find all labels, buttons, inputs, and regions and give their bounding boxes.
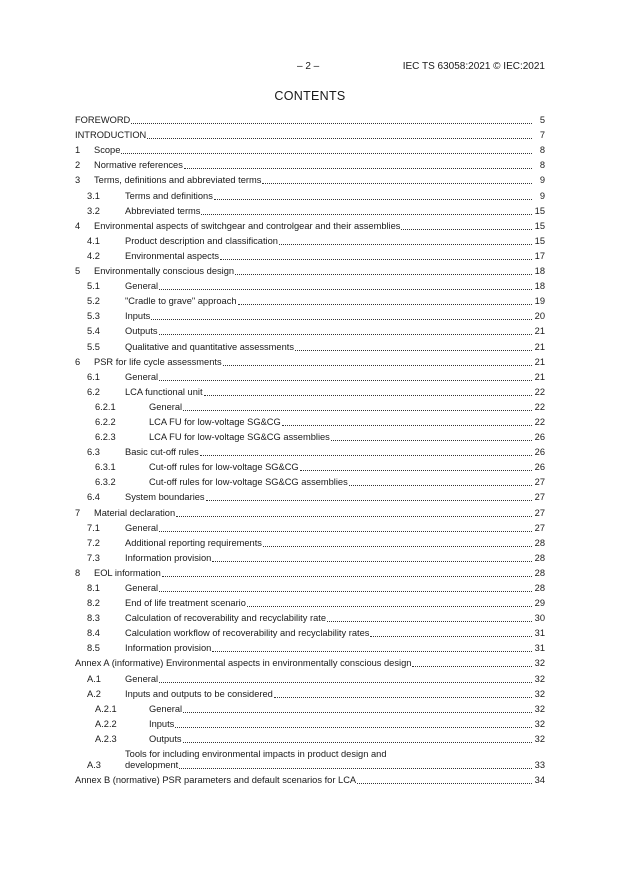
- toc-entry-number: 6.3.1: [95, 462, 116, 473]
- dot-leader: [206, 500, 532, 501]
- toc-entry-number: A.3: [87, 759, 101, 770]
- toc-entry-title: Abbreviated terms: [125, 205, 201, 216]
- toc-entry-number: 5: [75, 266, 81, 277]
- toc-entry[interactable]: [75, 277, 545, 292]
- dot-leader: [349, 485, 532, 486]
- toc-entry-page: 22: [534, 386, 545, 397]
- toc-entry-page: 22: [534, 401, 545, 412]
- page-header: [0, 61, 620, 75]
- toc-entry-number: A.2: [87, 688, 101, 699]
- dot-leader: [220, 259, 532, 260]
- dot-leader: [151, 319, 532, 320]
- toc-entry-number: 3.1: [87, 190, 100, 201]
- toc-entry[interactable]: [75, 594, 545, 609]
- toc-entry-page: 5: [539, 115, 545, 126]
- toc-entry[interactable]: [75, 368, 545, 383]
- toc-entry-title: EOL information: [94, 567, 161, 578]
- toc-entry[interactable]: [75, 458, 545, 473]
- toc-entry[interactable]: [75, 262, 545, 277]
- toc-entry-title: LCA FU for low-voltage SG&CG: [149, 416, 281, 427]
- toc-entry[interactable]: [75, 669, 545, 684]
- toc-entry-number: A.2.1: [95, 703, 117, 714]
- toc-entry-number: 6.2.2: [95, 416, 116, 427]
- toc-entry-title: Outputs: [149, 733, 182, 744]
- toc-entry-number: 5.4: [87, 326, 100, 337]
- toc-entry[interactable]: [75, 307, 545, 322]
- toc-entry[interactable]: [75, 519, 545, 534]
- toc-entry-page: 20: [534, 311, 545, 322]
- toc-entry-title: LCA FU for low-voltage SG&CG assemblies: [149, 432, 330, 443]
- toc-entry[interactable]: [75, 292, 545, 307]
- dot-leader: [159, 682, 532, 683]
- toc-entry-page: 27: [534, 477, 545, 488]
- toc-entry-number: 6.1: [87, 371, 100, 382]
- toc-entry[interactable]: [75, 534, 545, 549]
- toc-entry-page: 26: [534, 447, 545, 458]
- toc-entry-title: General: [125, 281, 159, 292]
- toc-entry-number: 8.4: [87, 628, 100, 639]
- dot-leader: [370, 636, 532, 637]
- dot-leader: [183, 712, 532, 713]
- dot-leader: [295, 350, 532, 351]
- toc-entry-page: 30: [534, 613, 545, 624]
- dot-leader: [279, 244, 532, 245]
- toc-entry-page: 18: [534, 281, 545, 292]
- toc-entry-page: 8: [539, 160, 545, 171]
- toc-entry-title: Calculation of recoverability and recyclability rate: [125, 613, 327, 624]
- toc-entry[interactable]: [75, 730, 545, 745]
- toc-entry-title: Inputs: [149, 718, 175, 729]
- toc-entry[interactable]: [75, 232, 545, 247]
- dot-leader: [274, 697, 532, 698]
- toc-entry[interactable]: [75, 186, 545, 201]
- toc-entry-title: System boundaries: [125, 492, 205, 503]
- toc-entry-page: 21: [534, 371, 545, 382]
- toc-entry-title: Environmental aspects of switchgear and controlgear and their assemblies: [94, 220, 401, 231]
- dot-leader: [412, 666, 532, 667]
- toc-entry-page: 28: [534, 537, 545, 548]
- toc-entry-page: 21: [534, 326, 545, 337]
- dot-leader: [159, 380, 532, 381]
- toc-entry-number: 7: [75, 507, 81, 518]
- toc-entry-page: 15: [534, 205, 545, 216]
- toc-entry-page: 17: [534, 250, 545, 261]
- toc-entry-page: 19: [534, 296, 545, 307]
- toc-entry[interactable]: [75, 745, 545, 771]
- toc-entry-number: 7.1: [87, 522, 100, 533]
- dot-leader: [183, 742, 532, 743]
- dot-leader: [184, 168, 532, 169]
- toc-entry[interactable]: [75, 549, 545, 564]
- toc-entry-page: 22: [534, 416, 545, 427]
- toc-entry-page: 26: [534, 432, 545, 443]
- dot-leader: [247, 606, 532, 607]
- dot-leader: [223, 365, 532, 366]
- dot-leader: [175, 727, 532, 728]
- toc-entry[interactable]: [75, 171, 545, 186]
- toc-entry-number: 4: [75, 220, 81, 231]
- dot-leader: [214, 199, 532, 200]
- toc-entry-number: 4.1: [87, 235, 100, 246]
- toc-entry-title: General: [149, 401, 183, 412]
- dot-leader: [263, 546, 532, 547]
- dot-leader: [131, 123, 532, 124]
- toc-entry-number: 6.3: [87, 447, 100, 458]
- toc-entry-title: Inputs: [125, 311, 151, 322]
- toc-entry-number: 4.2: [87, 250, 100, 261]
- table-of-contents: [75, 111, 545, 786]
- dot-leader: [282, 425, 532, 426]
- toc-entry-number: 6.2.1: [95, 401, 116, 412]
- toc-entry[interactable]: [75, 503, 545, 518]
- toc-entry-number: 6.4: [87, 492, 100, 503]
- dot-leader: [183, 410, 532, 411]
- toc-entry[interactable]: [75, 564, 545, 579]
- toc-entry[interactable]: [75, 771, 545, 786]
- toc-entry-number: 3: [75, 175, 81, 186]
- toc-entry-page: 32: [534, 733, 545, 744]
- toc-entry-number: 5.5: [87, 341, 100, 352]
- toc-entry-number: 8.2: [87, 598, 100, 609]
- toc-entry-title: General: [125, 673, 159, 684]
- toc-entry-number: A.2.3: [95, 733, 117, 744]
- toc-entry-title: Terms, definitions and abbreviated terms: [94, 175, 262, 186]
- toc-entry-title: General: [149, 703, 183, 714]
- toc-entry-number: 8.1: [87, 583, 100, 593]
- dot-leader: [401, 229, 532, 230]
- toc-entry-number: 8: [75, 567, 81, 578]
- toc-entry-title: General: [125, 583, 159, 593]
- toc-entry-title: Calculation workflow of recoverability and recyclability rates: [125, 628, 370, 639]
- dot-leader: [162, 576, 532, 577]
- toc-entry[interactable]: [75, 383, 545, 398]
- toc-entry[interactable]: [75, 247, 545, 262]
- dot-leader: [121, 153, 532, 154]
- toc-entry[interactable]: [75, 473, 545, 488]
- toc-entry[interactable]: [75, 428, 545, 443]
- toc-entry-title: PSR for life cycle assessments: [94, 356, 222, 367]
- toc-entry[interactable]: [75, 322, 545, 337]
- toc-entry-page: 7: [539, 130, 545, 141]
- dot-leader: [331, 440, 532, 441]
- toc-entry[interactable]: [75, 337, 545, 352]
- toc-entry-title: Cut-off rules for low-voltage SG&CG assemblies: [149, 477, 348, 488]
- toc-entry-number: 7.3: [87, 552, 100, 563]
- toc-entry[interactable]: [75, 141, 545, 156]
- toc-entry-page: 21: [534, 341, 545, 352]
- toc-entry-title: Terms and definitions: [125, 190, 213, 201]
- toc-entry[interactable]: [75, 126, 545, 141]
- toc-entry-page: 8: [539, 145, 545, 156]
- toc-entry-title: Basic cut-off rules: [125, 447, 199, 458]
- toc-entry-page: 28: [534, 552, 545, 563]
- toc-entry-page: 27: [534, 492, 545, 503]
- toc-entry-title: Scope: [94, 145, 121, 156]
- dot-leader: [200, 455, 532, 456]
- toc-entry-title: Product description and classification: [125, 235, 278, 246]
- toc-entry-page: 31: [534, 643, 545, 654]
- toc-entry-number: A.2.2: [95, 718, 117, 729]
- toc-entry-title: Normative references: [94, 160, 183, 171]
- dot-leader: [262, 183, 532, 184]
- toc-entry-title: Material declaration: [94, 507, 176, 518]
- toc-entry-page: 15: [534, 220, 545, 231]
- toc-entry-page: 9: [539, 175, 545, 186]
- toc-entry-page: 31: [534, 628, 545, 639]
- toc-entry-title: Outputs: [125, 326, 158, 337]
- toc-entry[interactable]: [75, 579, 545, 594]
- toc-entry[interactable]: [75, 111, 545, 126]
- toc-entry-page: 27: [534, 507, 545, 518]
- toc-entry[interactable]: [75, 202, 545, 217]
- toc-entry[interactable]: [75, 156, 545, 171]
- toc-entry-number: 8.5: [87, 643, 100, 654]
- dot-leader: [212, 651, 532, 652]
- toc-entry[interactable]: [75, 398, 545, 413]
- toc-entry-page: 28: [534, 567, 545, 578]
- toc-entry-number: 1: [75, 145, 81, 156]
- toc-entry-title: Information provision: [125, 552, 212, 563]
- toc-entry-page: 18: [534, 266, 545, 277]
- toc-entry[interactable]: [75, 488, 545, 503]
- toc-entry-number: 6.2: [87, 386, 100, 397]
- toc-entry-title: Inputs and outputs to be considered: [125, 688, 273, 699]
- toc-entry-number: A.1: [87, 673, 101, 684]
- dot-leader: [327, 621, 532, 622]
- toc-entry-page: 32: [534, 688, 545, 699]
- toc-entry-page: 32: [534, 673, 545, 684]
- toc-entry-title: Additional reporting requirements: [125, 537, 262, 548]
- toc-entry-page: 26: [534, 462, 545, 473]
- toc-entry-page: 32: [534, 658, 545, 669]
- dot-leader: [235, 274, 532, 275]
- toc-entry-number: 5.3: [87, 311, 100, 322]
- toc-entry-number: 5.1: [87, 281, 100, 292]
- toc-entry-page: 28: [534, 583, 545, 593]
- toc-entry-page: 21: [534, 356, 545, 367]
- dot-leader: [159, 531, 532, 532]
- toc-entry[interactable]: [75, 685, 545, 700]
- toc-entry-number: 6.3.2: [95, 477, 116, 488]
- dot-leader: [357, 783, 532, 784]
- toc-entry-title: General: [125, 522, 159, 533]
- toc-entry-page: 15: [534, 235, 545, 246]
- toc-entry-title-continued: development: [125, 759, 179, 770]
- dot-leader: [300, 470, 532, 471]
- dot-leader: [201, 214, 532, 215]
- toc-entry-number: 7.2: [87, 537, 100, 548]
- toc-entry-page: 32: [534, 703, 545, 714]
- toc-entry-title: Information provision: [125, 643, 212, 654]
- toc-entry[interactable]: [75, 609, 545, 624]
- dot-leader: [147, 138, 532, 139]
- toc-entry-title: Environmental aspects: [125, 250, 220, 261]
- toc-entry-page: 33: [534, 759, 545, 770]
- toc-entry-title: General: [125, 371, 159, 382]
- dot-leader: [212, 561, 532, 562]
- document-reference: IEC TS 63058:2021 © IEC:2021: [402, 61, 545, 72]
- toc-entry[interactable]: [75, 654, 545, 669]
- toc-entry[interactable]: [75, 353, 545, 368]
- toc-entry-page: 34: [534, 775, 545, 786]
- toc-entry[interactable]: [75, 217, 545, 232]
- toc-entry[interactable]: [75, 443, 545, 458]
- toc-entry-title: LCA functional unit: [125, 386, 203, 397]
- toc-entry[interactable]: [75, 624, 545, 639]
- toc-entry-title: Annex A (informative) Environmental aspects in environmentally conscious design: [75, 658, 412, 669]
- dot-leader: [176, 516, 532, 517]
- toc-entry[interactable]: [75, 700, 545, 715]
- dot-leader: [204, 395, 532, 396]
- toc-entry-page: 29: [534, 598, 545, 609]
- toc-entry-title: End of life treatment scenario: [125, 598, 246, 609]
- toc-entry-title: INTRODUCTION: [75, 130, 147, 141]
- page-number: – 2 –: [297, 61, 320, 72]
- dot-leader: [159, 591, 532, 592]
- toc-entry-page: 32: [534, 718, 545, 729]
- toc-entry-title: Cut-off rules for low-voltage SG&CG: [149, 462, 299, 473]
- toc-entry-number: 6.2.3: [95, 432, 116, 443]
- toc-entry-page: 9: [539, 190, 545, 201]
- toc-entry-title: Annex B (normative) PSR parameters and default scenarios for LCA: [75, 775, 357, 786]
- toc-entry-number: 3.2: [87, 205, 100, 216]
- toc-entry-title: "Cradle to grave" approach: [125, 296, 237, 307]
- toc-entry-page: 27: [534, 522, 545, 533]
- toc-entry-number: 2: [75, 160, 81, 171]
- dot-leader: [159, 334, 532, 335]
- contents-title: CONTENTS: [274, 89, 346, 103]
- toc-entry-number: 5.2: [87, 296, 100, 307]
- toc-entry-number: 8.3: [87, 613, 100, 624]
- toc-entry-number: 6: [75, 356, 81, 367]
- toc-entry-title: Environmentally conscious design: [94, 266, 235, 277]
- toc-entry-title: Qualitative and quantitative assessments: [125, 341, 294, 352]
- dot-leader: [238, 304, 532, 305]
- toc-entry[interactable]: [75, 715, 545, 730]
- dot-leader: [179, 768, 532, 769]
- toc-entry[interactable]: [75, 639, 545, 654]
- toc-entry-title: FOREWORD: [75, 115, 131, 126]
- dot-leader: [159, 289, 532, 290]
- toc-entry-title: Tools for including environmental impacts in product design and: [125, 748, 387, 759]
- toc-entry[interactable]: [75, 413, 545, 428]
